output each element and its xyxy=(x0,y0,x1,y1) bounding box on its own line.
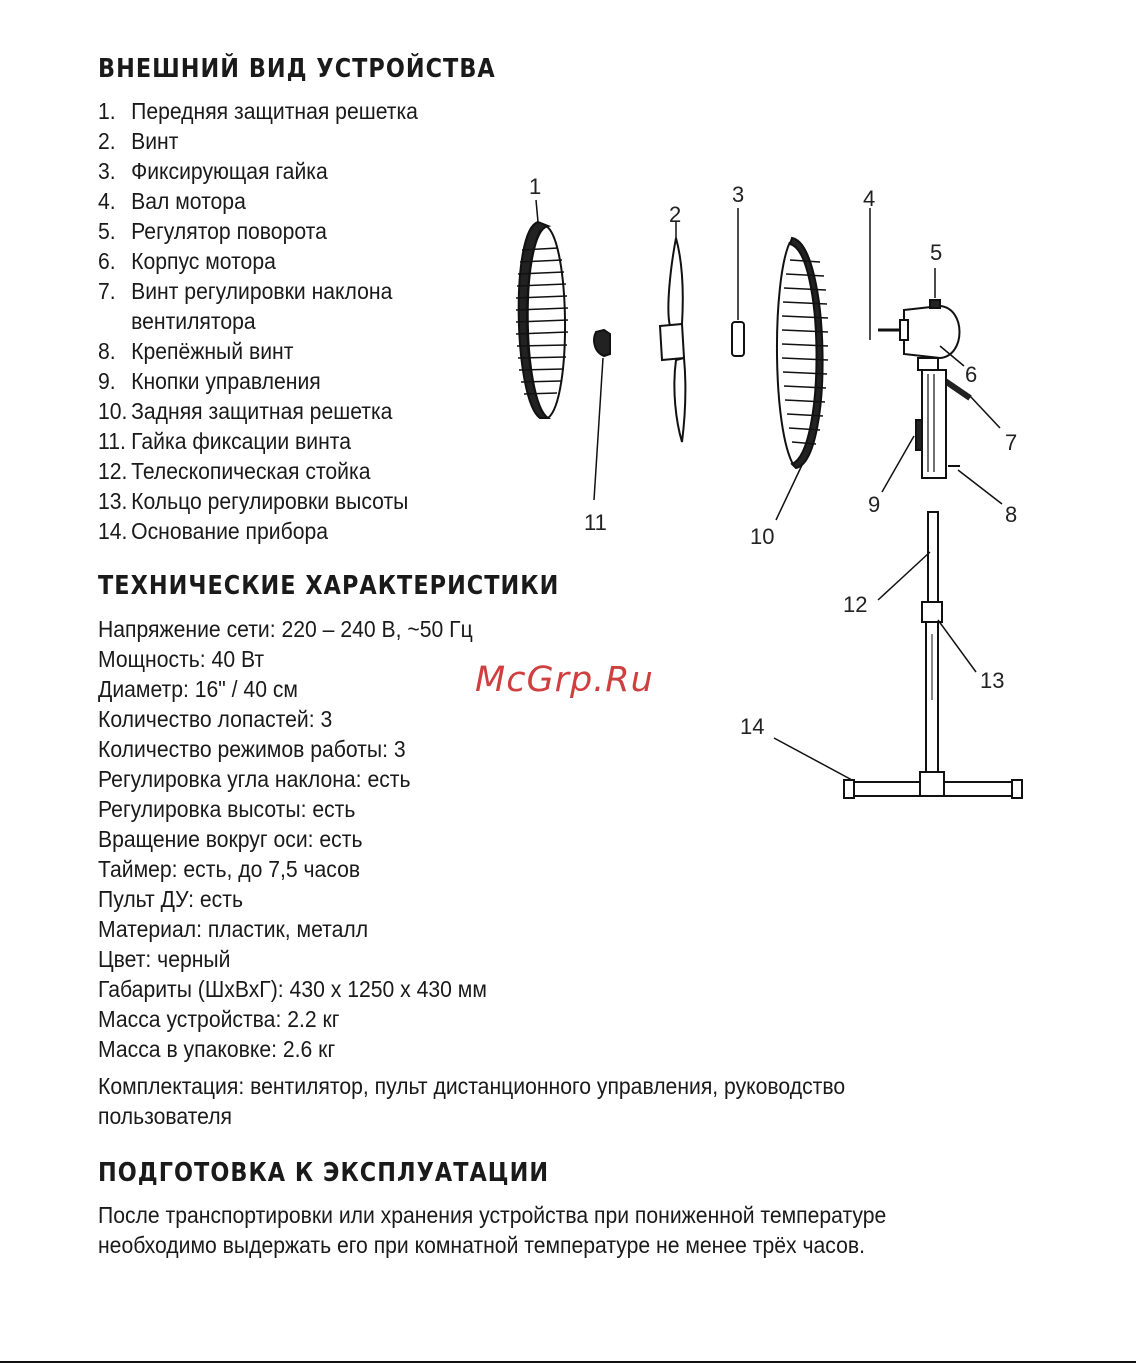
part-label: Гайка фиксации винта xyxy=(131,428,352,454)
parts-list-item xyxy=(98,396,418,426)
part-label: Кольцо регулировки высоты xyxy=(131,488,409,514)
spec-list xyxy=(98,614,521,1064)
spec-item: Количество режимов работы: 3 xyxy=(98,736,406,762)
spec-item: Масса в упаковке: 2.6 кг xyxy=(98,1036,336,1062)
callout-5: 5 xyxy=(930,240,943,265)
spinner-nut-drawing xyxy=(594,330,610,500)
part-number: 6. xyxy=(98,248,116,274)
parts-list-item xyxy=(98,126,418,156)
spec-item: Таймер: есть, до 7,5 часов xyxy=(98,856,361,882)
parts-list-item xyxy=(98,456,418,486)
part-label: Фиксирующая гайка xyxy=(131,158,328,184)
front-grille-drawing xyxy=(516,200,568,418)
part-number: 9. xyxy=(98,368,116,394)
part-label: Телескопическая стойка xyxy=(131,458,371,484)
part-number: 8. xyxy=(98,338,116,364)
watermark-logo: McGrp.Ru xyxy=(475,660,654,700)
spec-item: Диаметр: 16" / 40 см xyxy=(98,676,298,702)
spec-item: Количество лопастей: 3 xyxy=(98,706,333,732)
parts-list-item xyxy=(98,516,418,546)
preparation-text-cont: необходимо выдержать его при комнатной температуре не менее трёх часов. xyxy=(98,1232,865,1258)
spec-item: Масса устройства: 2.2 кг xyxy=(98,1006,340,1032)
spec-item: Пульт ДУ: есть xyxy=(98,886,243,912)
parts-list-item xyxy=(98,426,418,456)
spec-item: Вращение вокруг оси: есть xyxy=(98,826,363,852)
parts-list-item xyxy=(98,276,418,336)
parts-list-item xyxy=(98,246,418,276)
callout-14: 14 xyxy=(740,714,765,739)
package-contents-text: Комплектация: вентилятор, пульт дистанционного управления, руководство xyxy=(98,1073,846,1099)
part-number: 10. xyxy=(98,398,128,424)
part-number: 11. xyxy=(98,428,126,454)
parts-list-item xyxy=(98,186,418,216)
spec-item: Мощность: 40 Вт xyxy=(98,646,265,672)
part-label: Вал мотора xyxy=(131,188,246,214)
callout-6: 6 xyxy=(965,362,978,387)
part-number: 12. xyxy=(98,458,128,484)
section-heading-appearance: ВНЕШНИЙ ВИД УСТРОЙСТВА xyxy=(98,54,496,84)
part-number: 1. xyxy=(98,98,116,124)
parts-list-item xyxy=(98,216,418,246)
part-label: Крепёжный винт xyxy=(131,338,294,364)
spec-item: Цвет: черный xyxy=(98,946,231,972)
spec-item: Регулировка высоты: есть xyxy=(98,796,356,822)
parts-list-item xyxy=(98,336,418,366)
callout-7: 7 xyxy=(1005,430,1018,455)
callout-2: 2 xyxy=(669,202,682,227)
callout-8: 8 xyxy=(1005,502,1018,527)
part-label: Передняя защитная решетка xyxy=(131,98,418,124)
parts-list-item xyxy=(98,486,418,516)
spec-item: Регулировка угла наклона: есть xyxy=(98,766,411,792)
part-number: 14. xyxy=(98,518,128,544)
callout-12: 12 xyxy=(843,592,868,617)
part-label: Кнопки управления xyxy=(131,368,321,394)
callout-3: 3 xyxy=(732,182,745,207)
spec-item: Напряжение сети: 220 – 240 В, ~50 Гц xyxy=(98,616,473,642)
part-number: 5. xyxy=(98,218,116,244)
fan-blade-drawing xyxy=(660,222,685,442)
fan-exploded-diagram xyxy=(500,160,1040,810)
part-number: 7. xyxy=(98,278,116,304)
callout-4: 4 xyxy=(863,186,876,211)
parts-list-item xyxy=(98,366,418,396)
lock-nut-drawing xyxy=(732,208,744,356)
part-label: Основание прибора xyxy=(131,518,329,544)
parts-list-item xyxy=(98,96,418,126)
callout-1: 1 xyxy=(529,174,542,199)
section-heading-specs: ТЕХНИЧЕСКИЕ ХАРАКТЕРИСТИКИ xyxy=(98,571,560,601)
part-label: Винт xyxy=(131,128,179,154)
package-contents-text-cont: пользователя xyxy=(98,1103,233,1129)
callout-9: 9 xyxy=(868,492,881,517)
part-label: Корпус мотора xyxy=(131,248,276,274)
parts-list xyxy=(98,96,446,546)
part-number: 13. xyxy=(98,488,128,514)
part-number: 4. xyxy=(98,188,116,214)
part-number: 3. xyxy=(98,158,116,184)
part-label: Винт регулировки наклона вентилятора xyxy=(131,278,393,334)
callout-10: 10 xyxy=(750,524,775,549)
rear-grille-drawing xyxy=(776,238,828,520)
part-label: Задняя защитная решетка xyxy=(131,398,393,424)
preparation-text: После транспортировки или хранения устройства при пониженной температуре xyxy=(98,1202,887,1228)
stand-drawing xyxy=(774,512,1022,798)
section-heading-preparation: ПОДГОТОВКА К ЭКСПЛУАТАЦИИ xyxy=(98,1158,550,1188)
spec-item: Материал: пластик, металл xyxy=(98,916,369,942)
part-number: 2. xyxy=(98,128,116,154)
spec-item: Габариты (ШхВхГ): 430 х 1250 х 430 мм xyxy=(98,976,487,1002)
part-label: Регулятор поворота xyxy=(131,218,327,244)
callout-13: 13 xyxy=(980,668,1005,693)
parts-list-item xyxy=(98,156,418,186)
callout-11: 11 xyxy=(584,510,607,535)
